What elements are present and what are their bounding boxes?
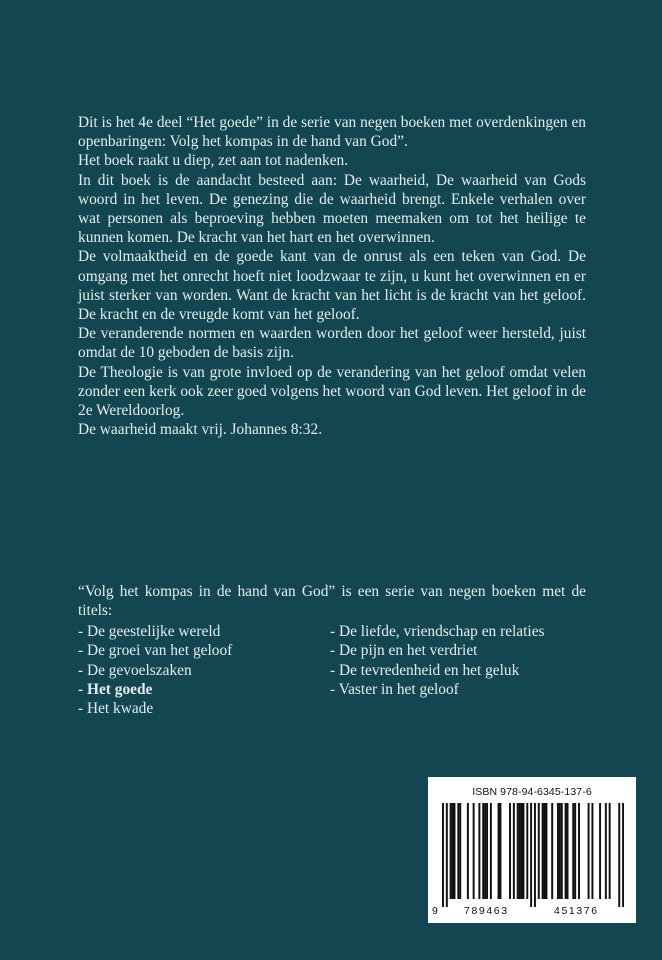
blurb-paragraph: In dit boek is de aandacht besteed aan: De waarheid, De waarheid van Gods woord in het leven. De genezing die de waarheid brengt. Enkele verhalen over wat personen als beproeving hebben moeten meemaken om tot het heilige te kunnen komen. De kracht van het hart en het overwinnen. [78,171,586,247]
barcode-bar [605,803,607,899]
barcode-bar [551,803,553,899]
barcode-bar [482,803,484,899]
barcode-bar [538,803,540,899]
barcode-bars [442,803,624,907]
barcode-bar [490,803,492,899]
series-titles [78,622,586,719]
barcode-bar [526,803,528,899]
barcode-bar [565,803,567,899]
barcode-bar [452,803,454,899]
series-title-item: - De tevredenheid en het geluk [330,661,520,679]
barcode-bar [484,803,486,899]
blurb-paragraph: De Theologie is van grote invloed op de verandering van het geloof omdat velen zonder een kerk ook zeer goed volgens het woord van God leven. Het geloof in de 2e Wereldoorlog. [78,363,586,420]
blurb-paragraph: Dit is het 4e deel “Het goede” in de serie van negen boeken met overdenkingen en openbaringen: Volg het kompas in de hand van God”. [78,114,586,151]
series-title-item: - De geestelijke wereld [78,622,221,640]
series-title-item: - Vaster in het geloof [330,681,459,699]
barcode-digit-first: 9 [432,905,438,917]
barcode-bar [544,803,546,899]
back-cover-blurb [78,113,586,439]
barcode-bar [442,803,444,907]
barcode-bar [486,803,488,899]
series-title-item: - De pijn en het verdriet [330,642,478,660]
barcode-bar [473,803,475,899]
series-titles-right [330,622,586,719]
barcode-bar [557,803,559,899]
barcode-bar [513,803,515,899]
barcode-bar [618,803,620,907]
series-title-item: - De liefde, vriendschap en relaties [330,622,545,640]
barcode-bar [478,803,480,899]
barcode-bar [530,803,532,907]
barcode-bar [599,803,601,899]
blurb-paragraph: De waarheid maakt vrij. Johannes 8:32. [78,421,323,439]
blurb-paragraph: De veranderende normen en waarden worden door het geloof weer hersteld, juist omdat de 10 geboden de basis zijn. [78,325,586,362]
barcode-digits-right: 451376 [554,905,599,917]
barcode-bar [572,803,574,899]
series-list [78,582,586,719]
barcode-bar [446,803,448,907]
barcode-bar [588,803,590,899]
barcode-bar [578,803,580,899]
isbn-label: ISBN 978-94-6345-137-6 [472,786,592,798]
barcode-bar [609,803,611,899]
barcode-bar [498,803,500,899]
barcode-bar [522,803,524,899]
series-title-item: - Het kwade [78,700,154,718]
barcode-bar [574,803,576,899]
barcode-bar [499,803,501,899]
barcode-bar [559,803,561,899]
series-intro: “Volg het kompas in de hand van God” is een serie van negen boeken met de titels: [78,583,586,620]
barcode-bar [467,803,469,899]
series-titles-left [78,622,330,719]
series-title-item-current: - Het goede [78,681,153,699]
barcode-bar [622,803,624,907]
barcode-bar [519,803,521,899]
series-title-item: - De gevoelszaken [78,661,192,679]
barcode-bar [457,803,459,899]
isbn-barcode [428,777,636,923]
barcode-digits-left: 789463 [464,905,509,917]
barcode-bar [521,803,523,899]
barcode-bar [591,803,593,899]
barcode-bar [517,803,519,899]
barcode-bar [450,803,452,899]
series-title-item: - De groei van het geloof [78,642,233,660]
barcode-bar [534,803,536,907]
blurb-paragraph: De volmaaktheid en de goede kant van de onrust als een teken van God. De omgang met het onrecht hoeft niet loodzwaar te zijn, u kunt het overwinnen en er juist sterker van worden. Want de kracht van het licht is de kracht van het geloof. De kracht en de vreugde komt van het geloof. [78,248,586,324]
barcode-bar [453,803,455,899]
barcode-bar [567,803,569,899]
barcode-bar [545,803,547,899]
barcode-bar [509,803,511,899]
barcode-bar [459,803,461,899]
barcode-bar [542,803,544,899]
barcode-bar [561,803,563,899]
blurb-paragraph: Het boek raakt u diep, zet aan tot nadenken. [78,152,349,170]
